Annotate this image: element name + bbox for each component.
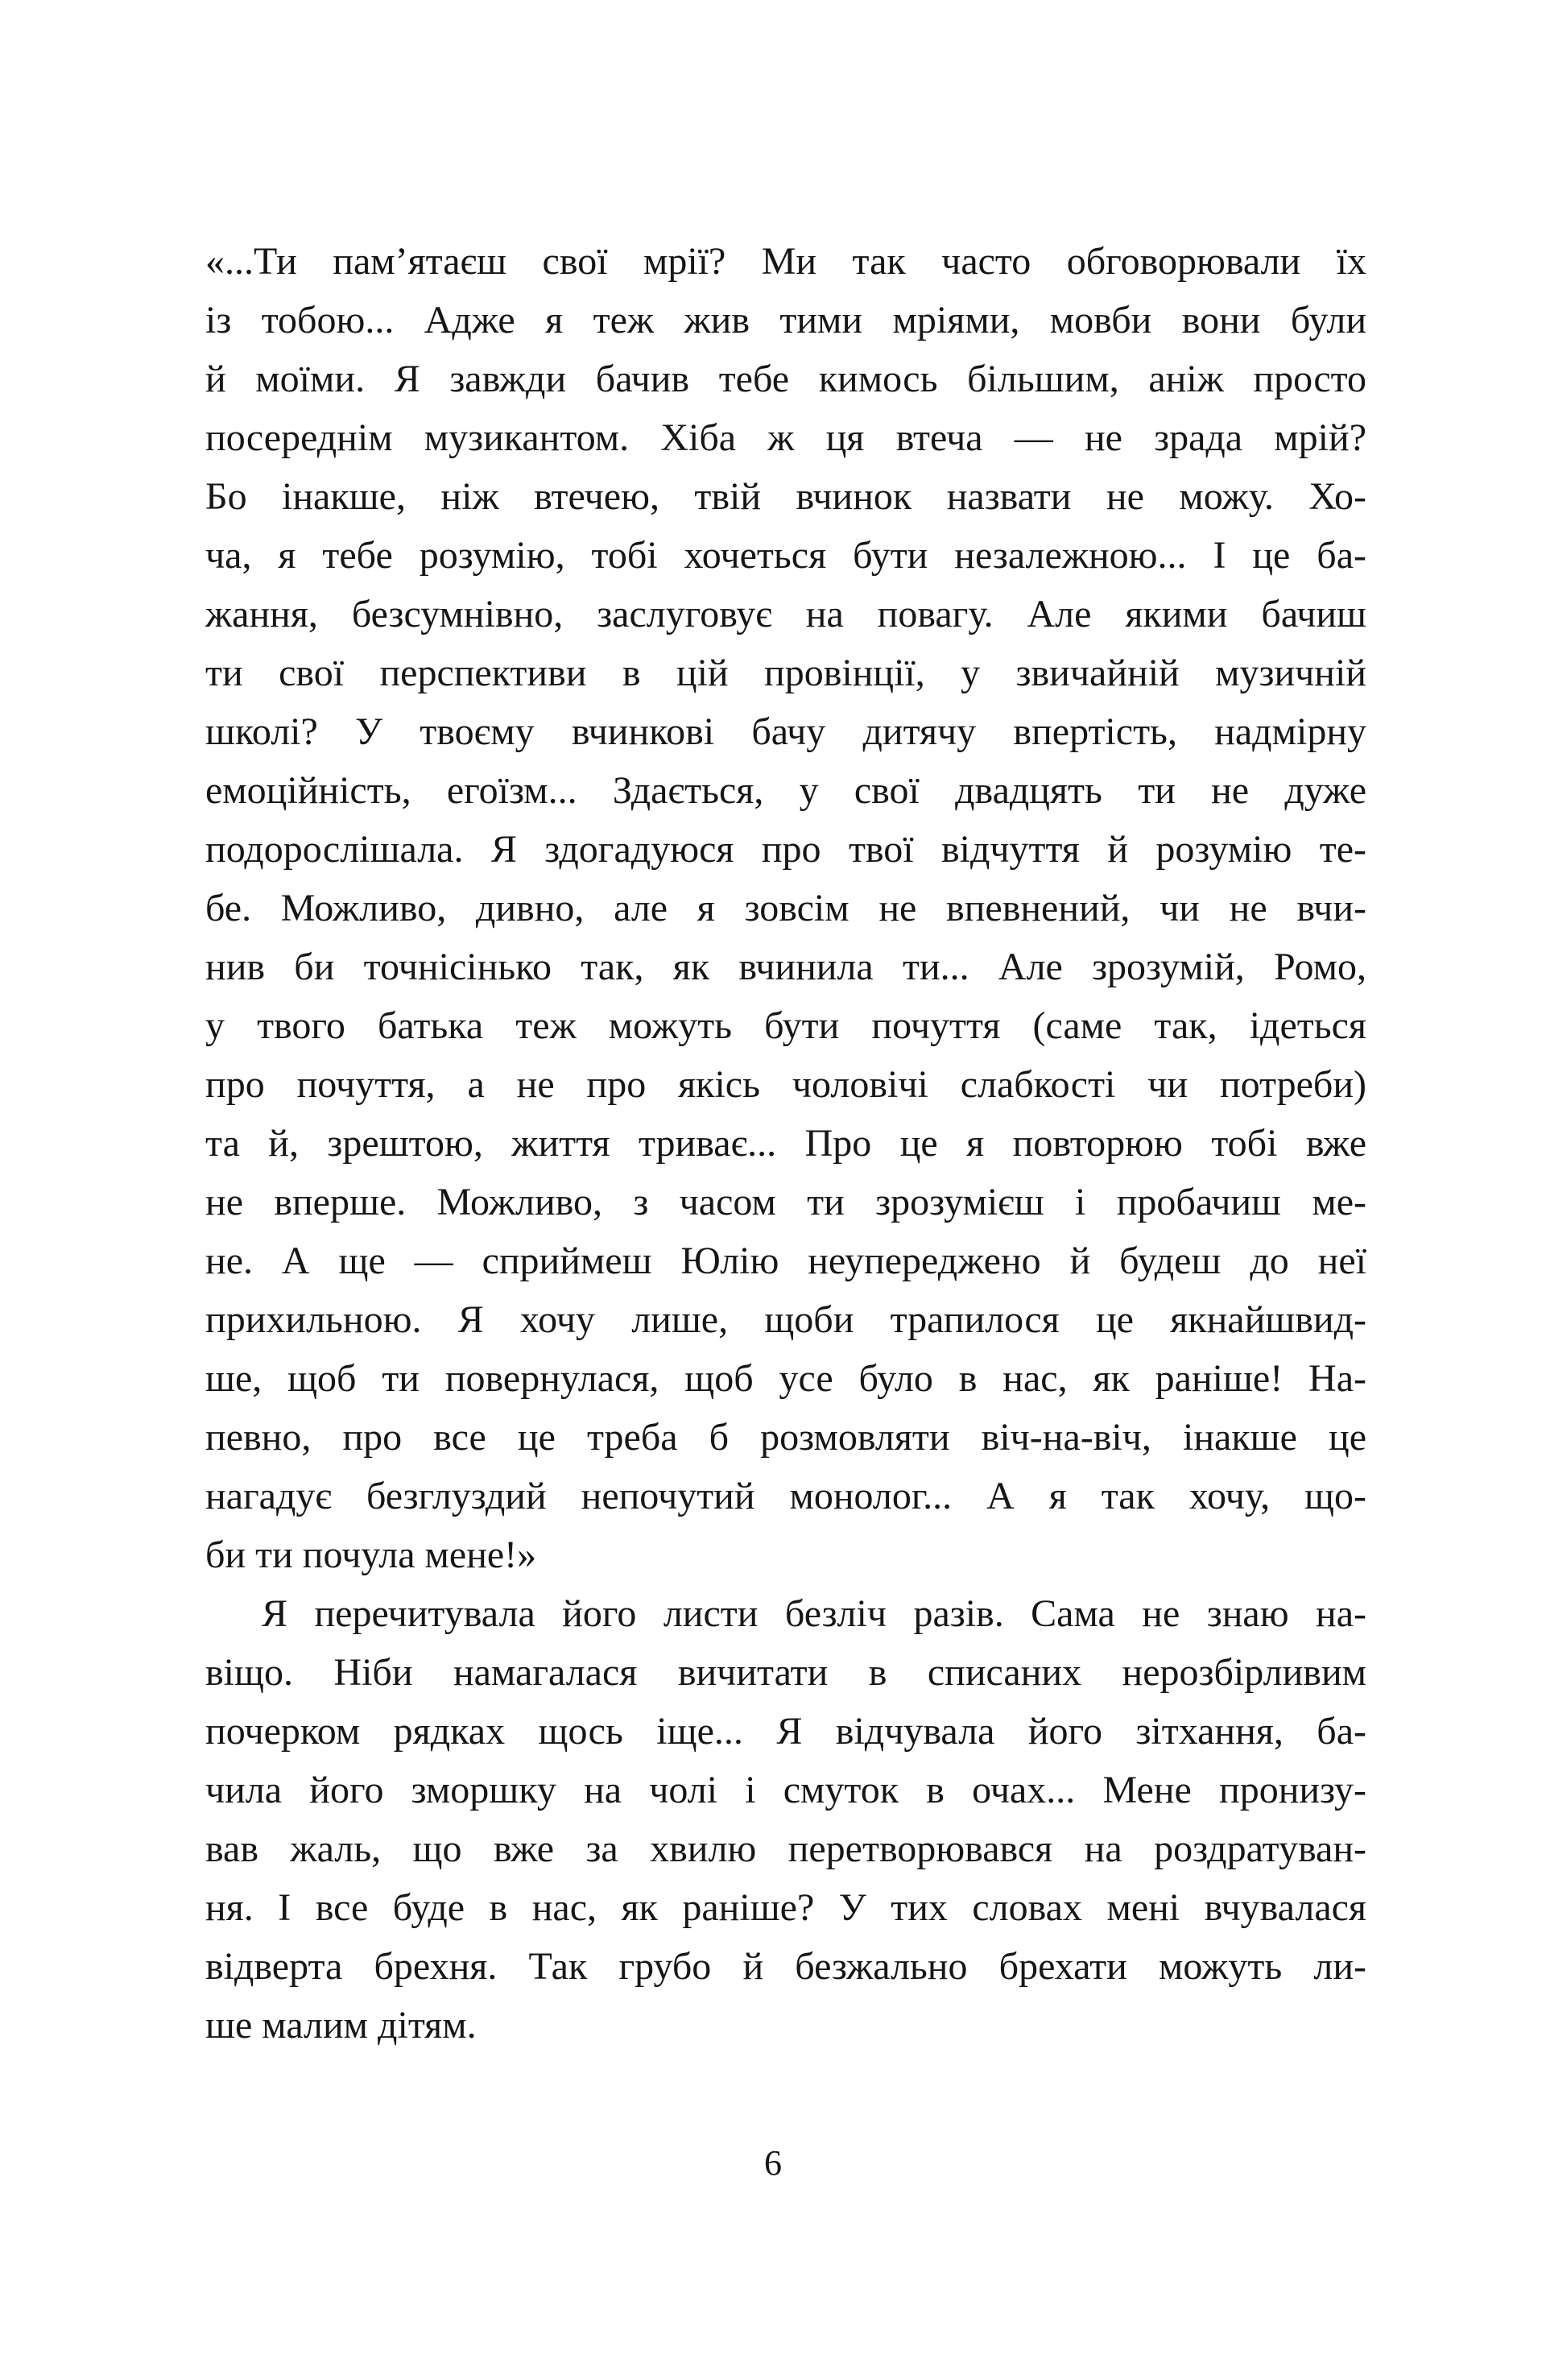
text-line: нив би точнісінько так, як вчинила ти... Але зрозумій, Ромо, bbox=[205, 946, 1366, 988]
text-line: віщо. Ніби намагалася вичитати в списаних нерозбірливим bbox=[205, 1651, 1366, 1694]
text-line: про почуття, а не про якісь чоловічі слабкості чи потреби) bbox=[205, 1063, 1366, 1106]
text-line: вав жаль, що вже за хвилю перетворювався на роздратуван- bbox=[205, 1827, 1366, 1870]
text-line: посереднім музикантом. Хіба ж ця втеча — не зрада мрій? bbox=[205, 416, 1366, 459]
text-line: із тобою... Адже я теж жив тими мріями, мовби вони були bbox=[205, 299, 1366, 341]
text-line: бе. Можливо, дивно, але я зовсім не впевнений, чи не вчи- bbox=[205, 887, 1366, 929]
text-line: ня. І все буде в нас, як раніше? У тих словах мені вчувалася bbox=[205, 1886, 1366, 1929]
text-line: у твого батька теж можуть бути почуття (саме так, ідеться bbox=[205, 1004, 1366, 1047]
text-line: ше, щоб ти повернулася, щоб усе було в нас, як раніше! На- bbox=[205, 1357, 1366, 1400]
page-number: 6 bbox=[764, 2143, 782, 2183]
text-line: би ти почула мене!» bbox=[205, 1534, 537, 1576]
text-line: «...Ти пам’ятаєш свої мрії? Ми так часто обговорювали їх bbox=[205, 240, 1366, 283]
text-line: Я перечитувала його листи безліч разів. Сама не знаю на- bbox=[262, 1592, 1366, 1635]
paragraph-letter-quote bbox=[205, 232, 1366, 1584]
text-line: подорослішала. Я здогадуюся про твої відчуття й розумію те- bbox=[205, 828, 1366, 871]
text-line: не. А ще — сприймеш Юлію неупереджено й будеш до неї bbox=[205, 1240, 1366, 1282]
text-line: ше малим дітям. bbox=[205, 2004, 477, 2047]
page-text bbox=[205, 232, 1366, 2055]
text-line: Бо інакше, ніж втечею, твій вчинок назвати не можу. Хо- bbox=[205, 475, 1366, 518]
text-line: почерком рядках щось іще... Я відчувала його зітхання, ба- bbox=[205, 1710, 1366, 1753]
text-line: емоційність, егоїзм... Здається, у свої двадцять ти не дуже bbox=[205, 769, 1366, 812]
paragraph-narration bbox=[205, 1584, 1366, 2055]
text-line: жання, безсумнівно, заслуговує на повагу. Але якими бачиш bbox=[205, 593, 1366, 635]
text-line: не вперше. Можливо, з часом ти зрозумієш і пробачиш ме- bbox=[205, 1181, 1366, 1223]
text-line: школі? У твоєму вчинкові бачу дитячу впертість, надмірну bbox=[205, 710, 1366, 753]
text-line: й моїми. Я завжди бачив тебе кимось більшим, аніж просто bbox=[205, 358, 1366, 400]
text-line: та й, зрештою, життя триває... Про це я повторюю тобі вже bbox=[205, 1122, 1366, 1165]
text-line: ча, я тебе розумію, тобі хочеться бути незалежною... І це ба- bbox=[205, 534, 1366, 577]
text-line: відверта брехня. Так грубо й безжально брехати можуть ли- bbox=[205, 1945, 1366, 1988]
text-line: прихильною. Я хочу лише, щоби трапилося це якнайшвид- bbox=[205, 1298, 1366, 1341]
text-line: нагадує безглуздий непочутий монолог... А я так хочу, що- bbox=[205, 1475, 1366, 1517]
text-line: певно, про все це треба б розмовляти віч-на-віч, інакше це bbox=[205, 1416, 1366, 1459]
text-line: чила його зморшку на чолі і смуток в очах... Мене пронизу- bbox=[205, 1769, 1366, 1811]
text-line: ти свої перспективи в цій провінції, у звичайній музичній bbox=[205, 652, 1366, 694]
